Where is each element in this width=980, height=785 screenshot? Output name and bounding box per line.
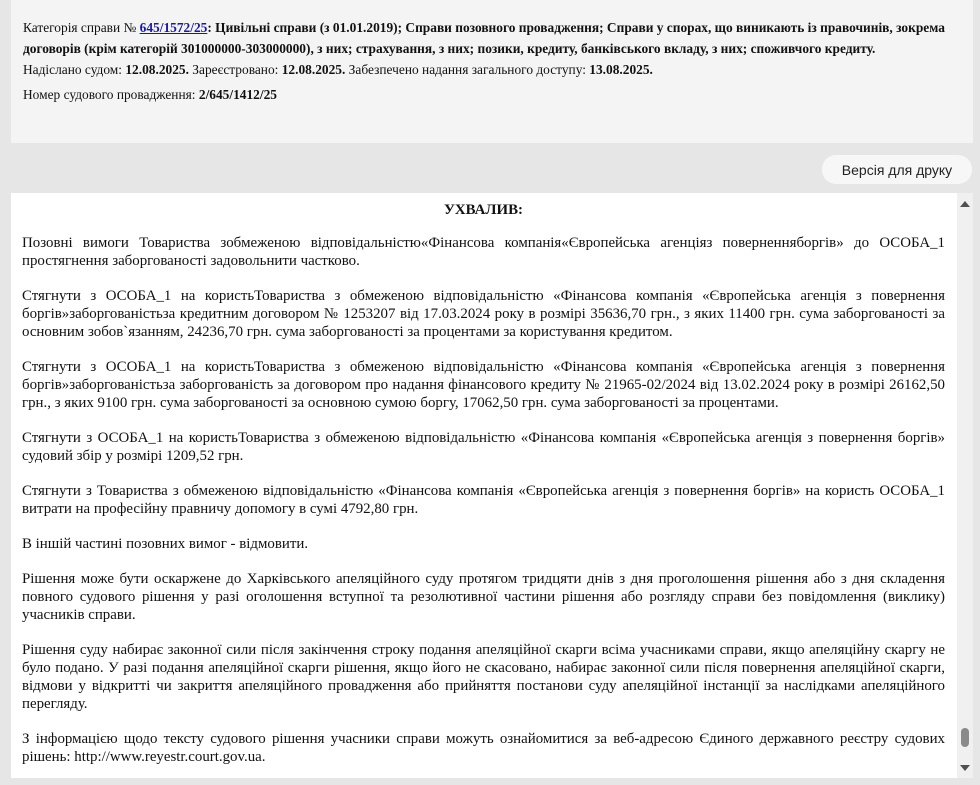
sent-date: 12.08.2025. xyxy=(125,62,189,77)
access-label: Забезпечено надання загального доступу: xyxy=(345,62,590,77)
document-paragraph: Позовні вимоги Товариства зобмеженою відповідальністю«Фінансова компанія«Європейська агенціяз поверненняборгів» до ОСОБА_1 простягнення заборгованості задовольнити частково. xyxy=(22,235,945,269)
document-paragraph: Стягнути з ОСОБА_1 на користьТовариства з обмеженою відповідальністю «Фінансова компанія «Європейська агенція з повернення боргів»заборгованістьза заборгованість за договором про надання фінансового кредиту № 21965-02/2024 від 13.02.2024 року в розмірі 26162,50 грн., з яких 9100 грн. сума заборгованості за основною сумою боргу, 17062,50 грн. сума заборгованості за процентами. xyxy=(22,359,945,411)
proceeding-info xyxy=(23,85,961,105)
category-text: : Цивільні справи (з 01.01.2019); Справи позовного провадження; Справи у спорах, що виникають із правочинів, зокрема договорів (крім категорій 301000000-303000000), з них; страхування, з них; позики, кредиту, банківського вкладу, з них; споживчого кредиту. xyxy=(23,20,945,56)
scrollbar-thumb[interactable] xyxy=(961,728,969,747)
sent-label: Надіслано судом: xyxy=(23,62,126,77)
document-paragraph: В іншій частині позовних вимог - відмовити. xyxy=(22,536,309,552)
document-paragraph: Стягнути з ОСОБА_1 на користьТовариства з обмеженою відповідальністю «Фінансова компанія «Європейська агенція з повернення боргів»заборгованістьза кредитним договором № 1253207 від 17.03.2024 року в розмірі 35636,70 грн., з яких 11400 грн. сума заборгованості за основним зобов`язанням, 24236,70 грн. сума заборгованості за процентами за користування кредитом. xyxy=(22,288,945,340)
document-paragraph: Стягнути з ОСОБА_1 на користьТовариства з обмеженою відповідальністю «Фінансова компанія «Європейська агенція з повернення боргів» судовий збір у розмірі 1209,52 грн. xyxy=(22,430,945,464)
document-paragraph: З інформацією щодо тексту судового рішення учасники справи можуть ознайомитися за веб-адресою Єдиного державного реєстру судових рішень: http://www.reyestr.court.gov.ua. xyxy=(22,731,945,765)
document-text xyxy=(22,193,945,778)
print-version-button[interactable]: Версія для друку xyxy=(822,155,972,184)
access-date: 13.08.2025. xyxy=(589,62,653,77)
document-scrollbar[interactable] xyxy=(957,193,973,778)
registered-date: 12.08.2025. xyxy=(281,62,346,77)
case-number-link[interactable]: 645/1572/25 xyxy=(139,20,208,35)
document-paragraph: Рішення може бути оскаржене до Харківського апеляційного суду протягом тридцяти днів з дня проголошення рішення або з дня складення повного судового рішення у разі оголошення вступної та резолютивної частини рішення або розгляду справи без повідомлення (виклику) учасників справи. xyxy=(22,571,945,623)
registered-label: Зареєстровано: xyxy=(188,62,282,77)
document-paragraph: Стягнути з Товариства з обмеженою відповідальністю «Фінансова компанія «Європейська агенція з повернення боргів» на користь ОСОБА_1 витрати на професійну правничу допомогу в сумі 4792,80 грн. xyxy=(22,483,945,517)
category-prefix: Категорія справи № xyxy=(23,20,140,35)
decision-document[interactable] xyxy=(11,193,973,778)
case-dates xyxy=(23,60,961,80)
case-category xyxy=(23,18,961,59)
scroll-up-arrow-icon[interactable] xyxy=(960,201,970,207)
proceeding-label: Номер судового провадження: xyxy=(23,87,199,102)
document-title: УХВАЛИВ: xyxy=(444,202,523,218)
document-paragraph: Рішення суду набирає законної сили після закінчення строку подання апеляційної скарги всіма учасниками справи, якщо апеляційну скаргу не було подано. У разі подання апеляційної скарги рішення, якщо його не скасовано, набирає законної сили після повернення апеляційної скарги, відмови у відкритті чи закриття апеляційного провадження або прийняття постанови суду апеляційної інстанції за наслідками апеляційного перегляду. xyxy=(22,642,945,712)
case-info-panel xyxy=(11,0,973,143)
proceeding-number: 2/645/1412/25 xyxy=(198,87,277,102)
scroll-down-arrow-icon[interactable] xyxy=(960,765,970,771)
